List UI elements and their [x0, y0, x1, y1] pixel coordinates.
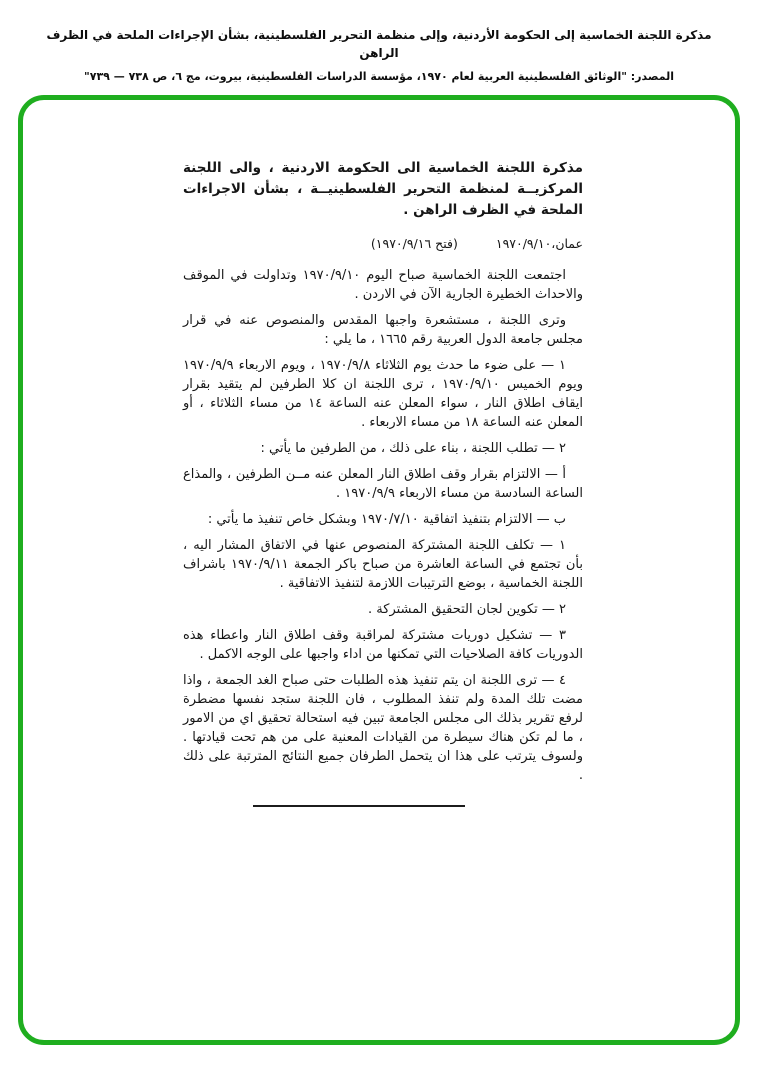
header-title-line: مذكرة اللجنة الخماسية إلى الحكومة الأردنية، وإلى منظمة التحرير الفلسطينية، بشأن الإجراءات الملحة في الظرف الراهن [46, 28, 712, 60]
memo-paragraph: ١ — تكلف اللجنة المشتركة المنصوص عنها في الاتفاق المشار اليه ، بأن تجتمع في الساعة العاشرة من صباح باكر الجمعة ١٩٧٠/٩/١١ باشراف اللجنة الخماسية ، بوضع الترتيبات اللازمة لتنفيذ الاتفاقية . [183, 538, 584, 591]
memo-title: مذكرة اللجنة الخماسية الى الحكومة الاردنية ، والى اللجنة المركزيــة لمنظمة التحرير الفلسطينيــة ، بشأن الاجراءات الملحة في الظرف الراهن . [183, 160, 583, 218]
header-source-line: المصدر: "الوثائق الفلسطينية العربية لعام ١٩٧٠، مؤسسة الدراسات الفلسطينية، بيروت، مج ٦، ص ٧٣٨ — ٧٣٩" [84, 70, 674, 83]
memo-paragraph: وترى اللجنة ، مستشعرة واجبها المقدس والمنصوص عنه في قرار مجلس جامعة الدول العربية رقم ١٦٦٥ ، ما يلي : [183, 313, 583, 347]
memo-body [183, 158, 583, 807]
memo-paragraph: اجتمعت اللجنة الخماسية صباح اليوم ١٩٧٠/٩/١٠ وتداولت في الموقف والاحداث الخطيرة الجارية الآن في الاردن . [183, 268, 583, 302]
place-date: عمان،١٩٧٠/٩/١٠ [495, 236, 583, 251]
document-header [28, 26, 730, 86]
memo-paragraph: ٢ — تكوين لجان التحقيق المشتركة . [368, 602, 566, 617]
memo-paragraph: ٤ — ترى اللجنة ان يتم تنفيذ هذه الطلبات حتى صباح الغد الجمعة ، واذا مضت تلك المدة ولم تنفذ المطلوب ، فان اللجنة ستجد نفسها مضطرة لرفع تقرير بذلك الى مجلس الجامعة تبين فيه استحالة تحقيق اي من الامور ، ما لم تكن هناك سيطرة من القيادات المعنية على من هم تحت قيادتها . ولسوف يترتب على هذا ان يتحمل الطرفان جميع النتائج المترتبة على ذلك . [183, 673, 583, 783]
fatah-release-date: (فتح ١٩٧٠/٩/١٦) [370, 236, 458, 251]
memo-paragraph: ١ — على ضوء ما حدث يوم الثلاثاء ١٩٧٠/٩/٨ ، ويوم الاربعاء ١٩٧٠/٩/٩ ويوم الخميس ١٩٧٠/٩/١٠ ، ترى اللجنة ان كلا الطرفين لم يتقيد بقرار ايقاف اطلاق النار ، سواء المعلن عنه الساعة ١٤ من مساء الثلاثاء ، أو المعلن عنه الساعة ١٨ من مساء الاربعاء . [183, 358, 583, 430]
green-border-frame [18, 95, 740, 1045]
memo-paragraph: ٢ — تطلب اللجنة ، بناء على ذلك ، من الطرفين ما يأتي : [260, 441, 566, 456]
footnote-divider [253, 805, 465, 807]
memo-paragraph: ٣ — تشكيل دوريات مشتركة لمراقبة وقف اطلاق النار واعطاء هذه الدوريات كافة الصلاحيات التي تمكنها من اداء واجبها على الوجه الاكمل . [183, 628, 583, 662]
dateline [183, 234, 583, 253]
memo-paragraph: ب — الالتزام بتنفيذ اتفاقية ١٩٧٠/٧/١٠ وبشكل خاص تنفيذ ما يأتي : [207, 512, 566, 527]
memo-paragraph: أ — الالتزام بقرار وقف اطلاق النار المعلن عنه مــن الطرفين ، والمذاع الساعة السادسة من مساء الاربعاء ١٩٧٠/٩/٩ . [183, 467, 583, 501]
